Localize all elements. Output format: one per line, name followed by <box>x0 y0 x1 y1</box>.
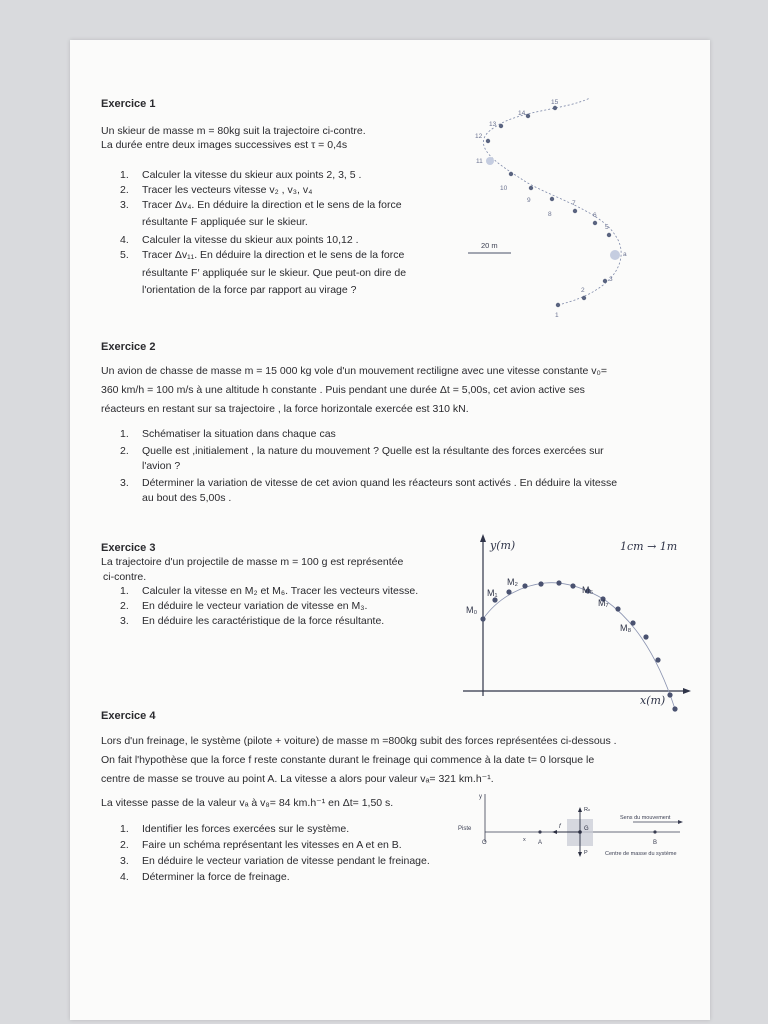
point-B <box>653 830 656 833</box>
ex2-q2: 2. Quelle est ,initialement , la nature du mouvement ? Quelle est la résultante des forces exercées sur <box>120 445 604 457</box>
y-axis-arrow <box>480 534 486 542</box>
ex4-title: Exercice 4 <box>101 710 156 722</box>
label-a: a <box>623 251 627 258</box>
label-M7: M₇ <box>598 598 609 608</box>
projectile-curve <box>483 583 675 709</box>
ex4-line3: centre de masse se trouve au point A. La vitesse a alors pour valeur vₐ= 321 km.h⁻¹. <box>101 773 494 785</box>
label-G: G <box>584 826 589 832</box>
ex2-line1: Un avion de chasse de masse m = 15 000 kg vole d'un mouvement rectiligne avec une vitesse constante v₀= <box>101 365 607 377</box>
ex1-q1: 1. Calculer la vitesse du skieur aux points 2, 3, 5 . <box>120 169 362 181</box>
x-axis-arrow <box>683 688 691 694</box>
label-14: 14 <box>518 110 526 117</box>
label-M2: M₂ <box>507 577 518 587</box>
label-Rn: Rₙ <box>584 807 591 813</box>
piste-label: Piste <box>458 826 472 832</box>
label-12: 12 <box>475 133 483 140</box>
point-a <box>610 250 620 260</box>
label-M6: M₆ <box>582 585 594 595</box>
ex3-title: Exercice 3 <box>101 542 156 554</box>
trajectory-curve <box>483 98 621 305</box>
sens-label: Sens du mouvement <box>620 815 671 821</box>
braking-diagram <box>455 792 695 882</box>
label-10: 10 <box>500 185 508 192</box>
origin-label: O <box>482 840 487 846</box>
label-7: 7 <box>572 200 576 207</box>
ex3-line2: ci-contre. <box>103 571 147 583</box>
label-5: 5 <box>605 224 609 231</box>
ski-trajectory-figure <box>445 95 705 325</box>
ex4-q3: 3. En déduire le vecteur variation de vitesse pendant le freinage. <box>120 855 430 867</box>
label-M1: M₁ <box>487 588 498 598</box>
label-15: 15 <box>551 99 559 106</box>
label-2: 2 <box>581 287 585 294</box>
label-A: A <box>538 840 543 846</box>
ex1-q5-cont2: l'orientation de la force par rapport au virage ? <box>142 284 357 296</box>
ex1-questions <box>120 168 406 298</box>
trajectory-points <box>486 106 620 307</box>
ex3-questions <box>120 584 418 629</box>
ex3-q1: 1. Calculer la vitesse en M₂ et M₆. Tracer les vecteurs vitesse. <box>120 585 419 597</box>
point-15 <box>553 106 557 110</box>
ex2-questions <box>120 427 617 506</box>
ex1-q4: 4. Calculer la vitesse du skieur aux points 10,12 . <box>120 234 359 246</box>
ex1-line1: Un skieur de masse m = 80kg suit la trajectoire ci-contre. <box>101 125 366 137</box>
ex3-q2: 2. En déduire le vecteur variation de vitesse en M₃. <box>120 600 368 612</box>
ex1-title: Exercice 1 <box>101 98 156 110</box>
point-10 <box>509 172 513 176</box>
projectile-graph <box>460 533 710 718</box>
ex1-q3-cont: résultante F appliquée sur le skieur. <box>142 216 308 228</box>
x-axis-label: x(m) <box>640 694 666 707</box>
ex4-line1: Lors d'un freinage, le système (pilote + voiture) de masse m =800kg subit des forces représentées ci-dessous . <box>101 735 617 747</box>
ex4-q2: 2. Faire un schéma représentant les vitesses en A et en B. <box>120 839 402 851</box>
x-label: x <box>523 837 526 843</box>
ex2-title: Exercice 2 <box>101 341 156 353</box>
point-12 <box>486 139 490 143</box>
point-8 <box>550 197 554 201</box>
y-axis-label: y(m) <box>490 539 516 552</box>
label-9: 9 <box>527 197 531 204</box>
ex2-q1: 1. Schématiser la situation dans chaque cas <box>120 428 336 440</box>
ex2-q2-cont: l'avion ? <box>142 460 181 472</box>
scale-label: 1cm → 1m <box>620 540 678 553</box>
point-5 <box>607 233 611 237</box>
point-13 <box>499 124 503 128</box>
point-1 <box>556 303 560 307</box>
ex2-line3: réacteurs en restant sur sa trajectoire , la force horizontale exercée est 310 kN. <box>101 403 469 415</box>
point-6 <box>593 221 597 225</box>
label-B: B <box>653 840 658 846</box>
point-14 <box>526 114 530 118</box>
ex1-q3: 3. Tracer Δv₄. En déduire la direction et le sens de la force <box>120 199 402 211</box>
ex1-line2: La durée entre deux images successives est τ = 0,4s <box>101 139 348 151</box>
ex4-line4: La vitesse passe de la valeur vₐ à v₈= 84 km.h⁻¹ en Δt= 1,50 s. <box>101 797 394 809</box>
label-13: 13 <box>489 121 497 128</box>
label-M0: M₀ <box>466 605 478 615</box>
scale-label: 20 m <box>481 241 498 250</box>
centre-label: Centre de masse du système <box>605 851 677 857</box>
label-11: 11 <box>476 158 483 165</box>
ex1-q2: 2. Tracer les vecteurs vitesse v₂ , v₃, v₄ <box>120 184 313 196</box>
label-f: f <box>559 824 561 830</box>
label-6: 6 <box>593 212 597 219</box>
point-A <box>538 830 541 833</box>
label-3: 3 <box>609 276 613 283</box>
projectile-points <box>480 580 677 711</box>
ex2-q3: 3. Déterminer la variation de vitesse de cet avion quand les réacteurs sont activés . En déduire la vitesse <box>120 477 618 489</box>
label-P: P <box>584 850 588 856</box>
ex3-q3: 3. En déduire les caractéristique de la force résultante. <box>120 615 385 627</box>
ex2-line2: 360 km/h = 100 m/s à une altitude h constante . Puis pendant une durée Δt = 5,00s, cet avion active ses <box>101 384 585 396</box>
ex4-q1: 1. Identifier les forces exercées sur le système. <box>120 823 350 835</box>
ex1-q5: 5. Tracer Δv₁₁. En déduire la direction et le sens de la force <box>120 249 405 261</box>
ex3-line1: La trajectoire d'un projectile de masse m = 100 g est représentée <box>101 556 404 568</box>
ex1-q5-cont: résultante F′ appliquée sur le skieur. Que peut-on dire de <box>142 267 407 279</box>
y-label: y <box>479 794 482 800</box>
point-3 <box>603 279 607 283</box>
ex2-q3-cont: au bout des 5,00s . <box>142 492 232 504</box>
label-1: 1 <box>555 312 559 319</box>
document-page <box>70 40 710 1020</box>
label-M8: M₈ <box>620 623 632 633</box>
ex4-line2: On fait l'hypothèse que la force f reste constante durant le freinage qui commence à la date t= 0 lorsque le <box>101 754 595 766</box>
point-9 <box>529 186 533 190</box>
ex4-q4: 4. Déterminer la force de freinage. <box>120 871 290 883</box>
point-2 <box>582 296 586 300</box>
point-7 <box>573 209 577 213</box>
ex4-questions <box>120 822 430 885</box>
point-11 <box>486 157 494 165</box>
label-8: 8 <box>548 211 552 218</box>
